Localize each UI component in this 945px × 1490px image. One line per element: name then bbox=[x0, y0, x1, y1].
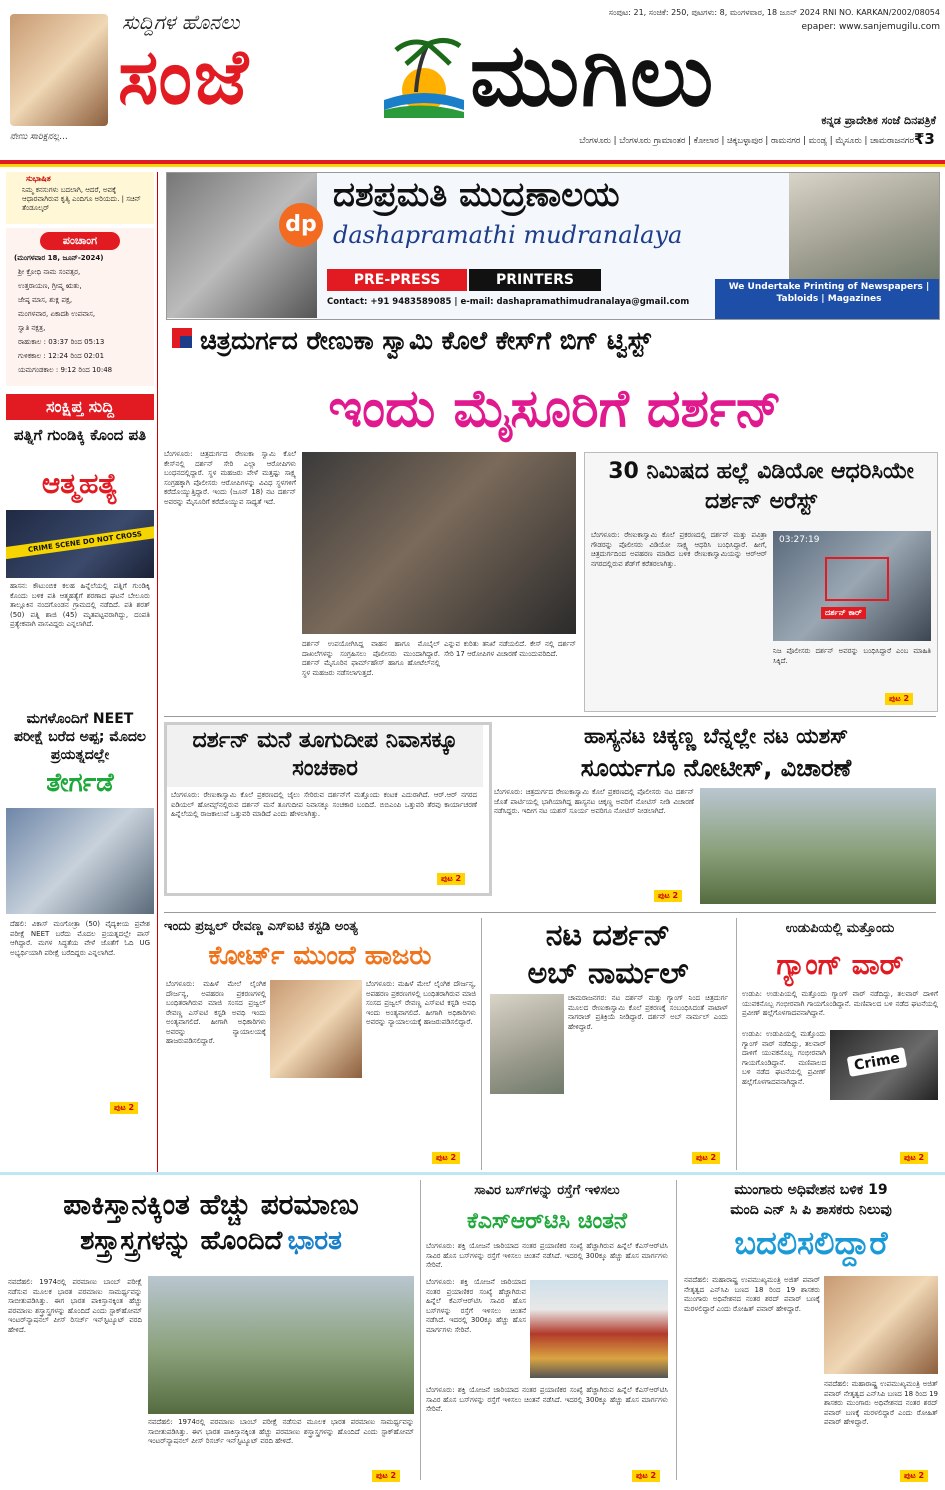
row3-a-headline: ಕೋರ್ಟ್ ಮುಂದೆ ಹಾಜರು bbox=[208, 941, 432, 971]
ad-banner bbox=[166, 172, 940, 320]
row3-b-headline1: ನಟ ದರ್ಶನ್ bbox=[545, 918, 671, 953]
row3-c-body: ಉಡುಪಿ: ಉಡುಪಿಯಲ್ಲಿ ಮತ್ತೊಂದು ಗ್ಯಾಂಗ್ ವಾರ್ ನಡೆದಿದ್ದು, ತಲವಾರ್ ದಾಳಿಗೆ ಯುವಕನೊಬ್ಬ ಗಂಭೀರವಾಗಿ ಗಾಯಗೊಂಡಿದ್ದಾನೆ. ಮಣಿಪಾಲದ ಬಳಿ ನಡೆದ ಘಟನೆಯಲ್ಲಿ ಪ್ರವೀಣ್ ಹಲ್ಲೆಗೊಳಗಾದವನಾಗಿದ್ದಾನೆ. bbox=[742, 1030, 826, 1086]
row4-c-headline2: ಮಂದಿ ಎನ್ ಸಿ ಪಿ ಶಾಸಕರು ನಿಲುವು bbox=[730, 1202, 892, 1218]
row2-right-headline1: ಹಾಸ್ಯನಟ ಚಿಕ್ಕಣ್ಣ ಬೆನ್ನಲ್ಲೇ ನಟ ಯಶಸ್ bbox=[583, 724, 849, 748]
price: ₹3 bbox=[914, 130, 935, 148]
masthead-name-left: ಸಂಜೆ bbox=[118, 32, 251, 121]
row4-divider-2 bbox=[676, 1180, 677, 1480]
row4-c-body-2: ನವದೆಹಲಿ: ಮಹಾರಾಷ್ಟ್ರ ಉಪಮುಖ್ಯಮಂತ್ರಿ ಅಜಿತ್ ಪವಾರ್ ನೇತೃತ್ವದ ಎನ್‌ಸಿಪಿ ಬಣದ 18 ರಿಂದ 19 ಶಾಸಕರು ಮುಂಗಾರು ಅಧಿವೇಶನದ ನಂತರ ಶರದ್ ಪವಾರ್ ಬಣಕ್ಕೆ ಮರಳಲಿದ್ದಾರೆ ಎಂದು ರೋಹಿತ್ ಪವಾರ್ ಹೇಳಿದ್ದಾರೆ. bbox=[824, 1380, 938, 1426]
crime-scene-photo bbox=[6, 510, 154, 578]
lead-side-body: ಬೆಂಗಳೂರು: ರೇಣುಕಾಸ್ವಾಮಿ ಕೊಲೆ ಪ್ರಕರಣದಲ್ಲಿ ದರ್ಶನ್ ಮತ್ತು ಪವಿತ್ರಾ ಗೌಡರನ್ನು ಪೊಲೀಸರು ವಿಡಿಯೋ ಸಾಕ್ಷ್ಯ ಆಧರಿಸಿ ಬಂಧಿಸಿದ್ದಾರೆ. ಹೀಗೆ, ಚಿತ್ರದುರ್ಗದಿಂದ ಅಪಹರಣ ಮಾಡಿದ ಬಳಿಕ ರೇಣುಕಾಸ್ವಾಮಿಯನ್ನು ಆರ್‌ಆರ್ ನಗರದಲ್ಲಿರುವ ಶೆಡ್‌ಗೆ ಕರೆತರಲಾಗಿತ್ತು. bbox=[591, 531, 767, 568]
masthead-name-right: ಮುಗಿಲು bbox=[470, 26, 716, 126]
crime-photo bbox=[830, 1030, 938, 1100]
issue-info: ಸಂಪುಟ: 21, ಸಂಚಿಕೆ: 250, ಪುಟಗಳು: 8, ಮಂಗಳವಾರ, 18 ಜೂನ್ 2024 RNI NO. KARKAN/2002/08054 bbox=[608, 8, 940, 17]
page-ref-tag: ಪುಟ 2 bbox=[437, 873, 465, 885]
epaper-url: epaper: www.sanjemugilu.com bbox=[801, 22, 940, 32]
row4-a-body-2: ನವದೆಹಲಿ: 1974ರಲ್ಲಿ ಪರಮಾಣು ಬಾಂಬ್ ಪರೀಕ್ಷೆ ನಡೆಸುವ ಮೂಲಕ ಭಾರತ ಪರಮಾಣು ಸಾಮರ್ಥ್ಯವನ್ನು ಸಾಬೀತುಪಡಿಸಿತ್ತು. ಈಗ ಭಾರತ ಪಾಕಿಸ್ತಾನಕ್ಕಿಂತ ಹೆಚ್ಚು ಪರಮಾಣು ಶಸ್ತ್ರಾಸ್ತ್ರಗಳನ್ನು ಹೊಂದಿದೆ ಎಂದು ಸ್ಟಾಕ್‌ಹೋಮ್ ಇಂಟರ್‌ನ್ಯಾಷನಲ್ ಪೀಸ್ ರಿಸರ್ಚ್ ಇನ್‌ಸ್ಟಿಟ್ಯೂಟ್ ವರದಿ ಹೇಳಿದೆ. bbox=[148, 1418, 414, 1445]
story1-kicker: ಪತ್ನಿಗೆ ಗುಂಡಿಕ್ಕಿ ಕೊಂದ ಪತಿ bbox=[13, 426, 147, 444]
lead-headline: ಇಂದು ಮೈಸೂರಿಗೆ ದರ್ಶನ್ bbox=[328, 379, 782, 439]
panchanga-line: ಮಂಗಳವಾರ, ಏಕಾದಶಿ ಉಪವಾಸ, bbox=[18, 310, 96, 318]
sidebar-divider bbox=[157, 172, 158, 1172]
ad-contact: Contact: +91 9483589085 | e-mail: dashapramathimudranalaya@gmail.com bbox=[327, 297, 690, 307]
row2-bottom-rule bbox=[164, 912, 936, 913]
panchanga-line: ಗುಳಿಕಕಾಲ : 12:24 ರಿಂದ 02:01 bbox=[18, 352, 105, 360]
row3-b-headline2: ಅಬ್ ನಾರ್ಮಲ್ bbox=[527, 956, 689, 991]
story2-headline: ತೇರ್ಗಡೆ bbox=[46, 768, 114, 798]
rohit-pawar-photo bbox=[824, 1276, 938, 1374]
row3-c-body-top: ಉಡುಪಿ: ಉಡುಪಿಯಲ್ಲಿ ಮತ್ತೊಂದು ಗ್ಯಾಂಗ್ ವಾರ್ ನಡೆದಿದ್ದು, ತಲವಾರ್ ದಾಳಿಗೆ ಯುವಕನೊಬ್ಬ ಗಂಭೀರವಾಗಿ ಗಾಯಗೊಂಡಿದ್ದಾನೆ. ಮಣಿಪಾಲದ ಬಳಿ ನಡೆದ ಘಟನೆಯಲ್ಲಿ ಪ್ರವೀಣ್ ಹಲ್ಲೆಗೊಳಗಾದವನಾಗಿದ್ದಾನೆ. bbox=[742, 990, 938, 1017]
cctv-box bbox=[825, 557, 889, 601]
cctv-label: ದರ್ಶನ್ ಕಾರ್ bbox=[821, 607, 866, 619]
ad-logo: dp bbox=[279, 203, 323, 247]
panchanga-line: ಯಮಗಂಡಕಾಲ : 9:12 ರಿಂದ 10:48 bbox=[18, 366, 113, 374]
cctv-caption: ನಿಜ ಪೊಲೀಸರು ದರ್ಶನ್ ಅವರನ್ನು ಬಂಧಿಸಿದ್ದಾರೆ ಎಂಬ ಮಾಹಿತಿ ಸಿಕ್ಕಿದೆ. bbox=[773, 647, 931, 665]
panchanga-title: ಪಂಚಾಂಗ bbox=[40, 232, 120, 250]
cctv-timestamp: 03:27:19 bbox=[779, 535, 820, 545]
row4-a-headline2-wrap bbox=[6, 1222, 416, 1260]
crime-photo-label: Crime bbox=[847, 1047, 908, 1077]
panchanga-line: ಉತ್ತರಾಯಣ, ಗ್ರೀಷ್ಮ ಋತು, bbox=[18, 282, 82, 290]
row4-a-headline2-accent: ಭಾರತ bbox=[287, 1226, 342, 1256]
masthead-subtitle: ಕನ್ನಡ ಪ್ರಾದೇಶಿಕ ಸಂಜೆ ದಿನಪತ್ರಿಕೆ bbox=[821, 114, 936, 127]
lead-kicker: ಚಿತ್ರದುರ್ಗದ ರೇಣುಕಾ ಸ್ವಾಮಿ ಕೊಲೆ ಕೇಸ್‌ಗೆ ಬಿಗ್ ಟ್ವಿಸ್ಟ್ bbox=[200, 326, 651, 355]
page-ref-tag: ಪುಟ 2 bbox=[110, 1102, 138, 1114]
panchanga-line: ಜೇಷ್ಠ ಮಾಸ, ಶುಕ್ಲ ಪಕ್ಷ, bbox=[18, 296, 73, 304]
story2-kicker: ಮಗಳೊಂದಿಗೆ NEET ಪರೀಕ್ಷೆ ಬರೆದ ಅಪ್ಪ; ಮೊದಲ ಪ್ರಯತ್ನದಲ್ಲೇ bbox=[13, 711, 146, 763]
ad-badge-printers: PRINTERS bbox=[469, 269, 601, 291]
row2-left-headline: ದರ್ಶನ್ ಮನೆ ತೂಗುದೀಪ ನಿವಾಸಕ್ಕೂ ಸಂಚಕಾರ bbox=[192, 728, 458, 781]
row4-a-body: ನವದೆಹಲಿ: 1974ರಲ್ಲಿ ಪರಮಾಣು ಬಾಂಬ್ ಪರೀಕ್ಷೆ ನಡೆಸುವ ಮೂಲಕ ಭಾರತ ಪರಮಾಣು ಸಾಮರ್ಥ್ಯವನ್ನು ಸಾಬೀತುಪಡಿಸಿತ್ತು. ಈಗ ಭಾರತ ಪಾಕಿಸ್ತಾನಕ್ಕಿಂತ ಹೆಚ್ಚು ಪರಮಾಣು ಶಸ್ತ್ರಾಸ್ತ್ರಗಳನ್ನು ಹೊಂದಿದೆ ಎಂದು ಸ್ಟಾಕ್‌ಹೋಮ್ ಇಂಟರ್‌ನ್ಯಾಷನಲ್ ಪೀಸ್ ರಿಸರ್ಚ್ ಇನ್‌ಸ್ಟಿಟ್ಯೂಟ್ ವರದಿ ಹೇಳಿದೆ. bbox=[8, 1278, 142, 1334]
darshan-photo bbox=[302, 452, 576, 634]
row4-b-body: ಬೆಂಗಳೂರು: ಶಕ್ತಿ ಯೋಜನೆ ಜಾರಿಯಾದ ನಂತರ ಪ್ರಯಾಣಿಕರ ಸಂಖ್ಯೆ ಹೆಚ್ಚಾಗಿರುವ ಹಿನ್ನೆಲೆ ಕೆಎಸ್ಆರ್‌ಟಿಸಿ ಸಾವಿರ ಹೊಸ ಬಸ್‌ಗಳನ್ನು ರಸ್ತೆಗೆ ಇಳಿಸಲು ಚಿಂತನೆ ನಡೆಸಿದೆ. ಇದರಲ್ಲಿ 300ಕ್ಕೂ ಹೆಚ್ಚು ಹೊಸ ಮಾರ್ಗಗಳು ಸೇರಿವೆ. bbox=[426, 1242, 668, 1269]
editor-photo bbox=[10, 14, 108, 126]
crime-tape: CRIME SCENE DO NOT CROSS bbox=[6, 524, 154, 560]
page-ref-tag: ಪುಟ 2 bbox=[432, 1152, 460, 1164]
panchanga-line: ಸ್ವಾತಿ ನಕ್ಷತ್ರ, bbox=[18, 324, 46, 332]
row4-b-kicker: ಸಾವಿರ ಬಸ್‌ಗಳನ್ನು ರಸ್ತೆಗೆ ಇಳಿಸಲು bbox=[474, 1183, 620, 1198]
ksrtc-bus-photo bbox=[530, 1280, 668, 1378]
row3-divider-2 bbox=[736, 918, 737, 1170]
brief-title: ಸಂಕ್ಷಿಪ್ತ ಸುದ್ದಿ bbox=[6, 394, 154, 420]
row4-c-body: ನವದೆಹಲಿ: ಮಹಾರಾಷ್ಟ್ರ ಉಪಮುಖ್ಯಮಂತ್ರಿ ಅಜಿತ್ ಪವಾರ್ ನೇತೃತ್ವದ ಎನ್‌ಸಿಪಿ ಬಣದ 18 ರಿಂದ 19 ಶಾಸಕರು ಮುಂಗಾರು ಅಧಿವೇಶನದ ನಂತರ ಶರದ್ ಪವಾರ್ ಬಣಕ್ಕೆ ಮರಳಲಿದ್ದಾರೆ ಎಂದು ರೋಹಿತ್ ಪವಾರ್ ಹೇಳಿದ್ದಾರೆ. bbox=[684, 1276, 820, 1313]
row3-a-kicker: ಇಂದು ಪ್ರಜ್ವಲ್ ರೇವಣ್ಣ ಎಸ್ಐಟಿ ಕಸ್ಟಡಿ ಅಂತ್ಯ bbox=[164, 919, 358, 934]
row3-a-body-right: ಬೆಂಗಳೂರು: ಮಹಿಳೆ ಮೇಲೆ ಲೈಂಗಿಕ ದೌರ್ಜನ್ಯ, ಅಪಹರಣ ಪ್ರಕರಣಗಳಲ್ಲಿ ಬಂಧಿತರಾಗಿರುವ ಮಾಜಿ ಸಂಸದ ಪ್ರಜ್ವಲ್ ರೇವಣ್ಣ ಎಸ್ಐಟಿ ಕಸ್ಟಡಿ ಅವಧಿ ಇಂದು ಅಂತ್ಯವಾಗಲಿದೆ. ಹೀಗಾಗಿ ಅಧಿಕಾರಿಗಳು ಅವರನ್ನು ನ್ಯಾಯಾಲಯಕ್ಕೆ ಹಾಜರುಪಡಿಸಲಿದ್ದಾರೆ. bbox=[366, 980, 476, 1026]
missile-launch-photo bbox=[148, 1276, 414, 1414]
printer-machine-photo bbox=[789, 173, 939, 283]
lead-col3: ಎನ್ನುವ ಕುರಿತು ತನಿಖೆ ನಡೆಯಲಿದೆ. ಕೇಸ್ ನಲ್ಲಿ ದರ್ಶನ್ ಸೇರಿ 17 ಆರೋಪಿಗಳ ವಿಚಾರಣೆ ಮುಂದುವರಿದಿದೆ. bbox=[444, 640, 576, 658]
row4-divider-1 bbox=[420, 1180, 421, 1480]
panchanga-box bbox=[6, 228, 154, 386]
story2-body: ದೆಹಲಿ: ವಿಕಾಸ್ ಮಂಗೋತ್ರಾ (50) ವೈದ್ಯಕೀಯ ಪ್ರವೇಶ ಪರೀಕ್ಷೆ NEET ಬರೆದು ಮೊದಲ ಪ್ರಯತ್ನದಲ್ಲೇ ಪಾಸ್ ಆಗಿದ್ದಾರೆ. ಮಗಳ ಸಿದ್ಧತೆಯ ವೇಳೆ ಜೊತೆಗೆ ಓದಿ UG ಅಭ್ಯರ್ಥಿಯಾಗಿ ಪರೀಕ್ಷೆ ಬರೆದಿದ್ದರು ಎನ್ನಲಾಗಿದೆ. bbox=[10, 920, 150, 957]
story1-headline: ಆತ್ಮಹತ್ಯೆ bbox=[41, 467, 119, 500]
masthead-rule-yellow bbox=[0, 164, 945, 167]
prajwal-photo bbox=[270, 980, 362, 1078]
lead-kicker-square-blue bbox=[180, 336, 192, 348]
page-ref-tag: ಪುಟ 2 bbox=[654, 890, 682, 902]
row2-right-headline2: ಸೂರ್ಯಗೂ ನೋಟೀಸ್, ವಿಚಾರಣೆ bbox=[580, 754, 852, 782]
row4-b-body-col: ಬೆಂಗಳೂರು: ಶಕ್ತಿ ಯೋಜನೆ ಜಾರಿಯಾದ ನಂತರ ಪ್ರಯಾಣಿಕರ ಸಂಖ್ಯೆ ಹೆಚ್ಚಾಗಿರುವ ಹಿನ್ನೆಲೆ ಕೆಎಸ್ಆರ್‌ಟಿಸಿ ಸಾವಿರ ಹೊಸ ಬಸ್‌ಗಳನ್ನು ರಸ್ತೆಗೆ ಇಳಿಸಲು ಚಿಂತನೆ ನಡೆಸಿದೆ. ಇದರಲ್ಲಿ 300ಕ್ಕೂ ಹೆಚ್ಚು ಹೊಸ ಮಾರ್ಗಗಳು ಸೇರಿವೆ. bbox=[426, 1278, 526, 1334]
panchanga-date: (ಮಂಗಳವಾರ 18, ಜೂನ್-2024) bbox=[14, 254, 104, 262]
row4-c-headline1: ಮುಂಗಾರು ಅಧಿವೇಶನ ಬಳಿಕ 19 bbox=[734, 1182, 888, 1198]
cctv-image bbox=[773, 531, 931, 641]
lead-bottom-rule bbox=[164, 716, 936, 717]
ad-title-kannada: ದಶಪ್ರಮತಿ ಮುದ್ರಣಾಲಯ bbox=[333, 175, 620, 215]
row2-right-body: ಬೆಂಗಳೂರು: ಚಿತ್ರದುರ್ಗದ ರೇಣುಕಾಸ್ವಾಮಿ ಕೊಲೆ ಪ್ರಕರಣದಲ್ಲಿ ಪೊಲೀಸರು ನಟ ದರ್ಶನ್ ಜೊತೆ ಪಾರ್ಟಿಯಲ್ಲಿ ಭಾಗಿಯಾಗಿದ್ದ ಹಾಸ್ಯನಟ ಚಿಕ್ಕಣ್ಣ ಅವರಿಗೆ ನೋಟಿಸ್ ನೀಡಿ ವಿಚಾರಣೆ ನಡೆಸಿದ್ದರು. ಇದೀಗ ನಟ ಯಶಸ್ ಸೂರ್ಯ ಅವರಿಗೂ ನೋಟಿಸ್ ನೀಡಲಾಗಿದೆ. bbox=[494, 788, 694, 815]
row3-b-body: ಚಾಮರಾಜನಗರ: ನಟ ದರ್ಶನ್ ಮತ್ತು ಗ್ಯಾಂಗ್ ನಿಂದ ಚಿತ್ರದುರ್ಗ ಮೂಲದ ರೇಣುಕಾಸ್ವಾಮಿ ಕೊಲೆ ಪ್ರಕರಣಕ್ಕೆ ಸಂಬಂಧಿಸಿದಂತೆ ವಾಟಾಳ್ ನಾಗರಾಜ್ ಪ್ರತಿಕ್ರಿಯೆ ನೀಡಿದ್ದಾರೆ. ದರ್ಶನ್ ಅಬ್ ನಾರ್ಮಲ್ ಎಂದು ಹೇಳಿದ್ದಾರೆ. bbox=[568, 994, 728, 1031]
row2-left-body: ಬೆಂಗಳೂರು: ರೇಣುಕಾಸ್ವಾಮಿ ಕೊಲೆ ಪ್ರಕರಣದಲ್ಲಿ ಜೈಲು ಸೇರಿರುವ ದರ್ಶನ್‌ಗೆ ಮತ್ತೊಂದು ಕಂಟಕ ಎದುರಾಗಿದೆ. ಆರ್.ಆರ್ ನಗರದ ಐಡಿಯಲ್ ಹೋಮ್ಸ್‌ನಲ್ಲಿರುವ ದರ್ಶನ್ ಮನೆ ತೂಗುದೀಪ ನಿವಾಸಕ್ಕೂ ಸಂಚಕಾರ ಬಂದಿದೆ. ಬಿಬಿಎಂಪಿ ಒತ್ತುವರಿ ತೆರವು ಕಾರ್ಯಾಚರಣೆ ಹಿನ್ನೆಲೆಯಲ್ಲಿ ರಾಜಕಾಲುವೆ ಒತ್ತುವರಿ ಮಾಡಿದೆ ಎಂದು ಹೇಳಲಾಗಿತ್ತು. bbox=[171, 791, 477, 818]
row4-top-rule bbox=[0, 1172, 945, 1175]
ad-promo: We Undertake Printing of Newspapers | Tabloids | Magazines bbox=[715, 279, 940, 319]
sidebar bbox=[6, 172, 154, 1468]
row4-c-headline3: ಬದಲಿಸಲಿದ್ದಾರೆ bbox=[734, 1224, 888, 1262]
page-ref-tag: ಪುಟ 2 bbox=[900, 1470, 928, 1482]
lead-col2: ದರ್ಶನ್ ಉಪಯೋಗಿಸಿದ್ದ ವಾಹನ ಹಾಗೂ ಮೊಬೈಲ್ ದಾಖಲೆಗಳನ್ನು ಸಂಗ್ರಹಿಸಲು ಪೊಲೀಸರು ಮುಂದಾಗಿದ್ದಾರೆ. ದರ್ಶನ್ ಮೈಸೂರಿನ ಫಾರ್ಮ್‌ಹೌಸ್ ಹಾಗೂ ಹೋಟೆಲ್‌ನಲ್ಲಿ ಸ್ಥಳ ಮಹಜರು ನಡೆಸಲಾಗುತ್ತದೆ. bbox=[302, 640, 440, 677]
row3-a-body-left: ಬೆಂಗಳೂರು: ಮಹಿಳೆ ಮೇಲೆ ಲೈಂಗಿಕ ದೌರ್ಜನ್ಯ, ಅಪಹರಣ ಪ್ರಕರಣಗಳಲ್ಲಿ ಬಂಧಿತರಾಗಿರುವ ಮಾಜಿ ಸಂಸದ ಪ್ರಜ್ವಲ್ ರೇವಣ್ಣ ಎಸ್ಐಟಿ ಕಸ್ಟಡಿ ಅವಧಿ ಇಂದು ಅಂತ್ಯವಾಗಲಿದೆ. ಹೀಗಾಗಿ ಅಧಿಕಾರಿಗಳು ಅವರನ್ನು ನ್ಯಾಯಾಲಯಕ್ಕೆ ಹಾಜರುಪಡಿಸಲಿದ್ದಾರೆ. bbox=[166, 980, 266, 1045]
lead-side-box bbox=[584, 452, 938, 712]
lead-col1: ಬೆಂಗಳೂರು: ಚಿತ್ರದುರ್ಗದ ರೇಣುಕಾ ಸ್ವಾಮಿ ಕೊಲೆ ಕೇಸ್‌ನಲ್ಲಿ ದರ್ಶನ್ ಸೇರಿ ಎಲ್ಲಾ ಆರೋಪಿಗಳು ಬಂಧನದಲ್ಲಿದ್ದಾರೆ. ಸ್ಥಳ ಮಹಜರು ವೇಳೆ ಮತ್ತಷ್ಟು ಸಾಕ್ಷ್ಯ ಸಂಗ್ರಹಕ್ಕಾಗಿ ಪೊಲೀಸರು ಆರೋಪಿಗಳನ್ನು ವಿವಿಧ ಸ್ಥಳಗಳಿಗೆ ಕರೆದೊಯ್ಯುತ್ತಿದ್ದಾರೆ. ಇಂದು (ಜೂನ್ 18) ನಟ ದರ್ಶನ್ ಅವರನ್ನು ಮೈಸೂರಿಗೆ ಕರೆದೊಯ್ಯುವ ಸಾಧ್ಯತೆ ಇದೆ. bbox=[164, 450, 296, 506]
father-daughter-photo bbox=[6, 808, 154, 914]
row4-b-headline: ಕೆಎಸ್ಆರ್‌ಟಿಸಿ ಚಿಂತನೆ bbox=[466, 1209, 627, 1234]
regions-bar: ಬೆಂಗಳೂರು | ಬೆಂಗಳೂರು ಗ್ರಾಮಾಂತರ | ಕೋಲಾರ | ಚಿಕ್ಕಬಳ್ಳಾಪುರ | ರಾಮನಗರ | ಮಂಡ್ಯ | ಮೈಸೂರು | ಚಾಮರಾಜನಗರ bbox=[579, 136, 914, 146]
panchanga-line: ರಾಹುಕಾಲ : 03:37 ರಿಂದ 05:13 bbox=[18, 338, 105, 346]
ad-title-english: dashapramathi mudranalaya bbox=[333, 221, 683, 249]
row2-left-box bbox=[164, 722, 492, 896]
row4-a-headline1: ಪಾಕಿಸ್ತಾನಕ್ಕಿಂತ ಹೆಚ್ಚು ಪರಮಾಣು bbox=[63, 1188, 359, 1221]
row3-c-kicker: ಉಡುಪಿಯಲ್ಲಿ ಮತ್ತೊಂದು bbox=[785, 921, 895, 936]
vatal-nagaraj-photo bbox=[490, 994, 564, 1094]
lead-side-headline: 30 ನಿಮಿಷದ ಹಲ್ಲೆ ವಿಡಿಯೋ ಆಧರಿಸಿಯೇ ದರ್ಶನ್ ಅರೆಸ್ಟ್ bbox=[608, 459, 914, 514]
page-ref-tag: ಪುಟ 2 bbox=[900, 1152, 928, 1164]
panchanga-line: ಶ್ರೀ ಕ್ರೋಧಿ ನಾಮ ಸಂವತ್ಸರ, bbox=[18, 268, 81, 276]
palm-sunset-logo bbox=[376, 30, 468, 122]
row3-c-headline: ಗ್ಯಾಂಗ್ ವಾರ್ bbox=[776, 948, 904, 981]
quote-title: ಸುಭಾಷಿತ bbox=[26, 174, 51, 183]
story1-body: ಹಾಸನ: ಕೌಟುಂಬಿಕ ಕಲಹ ಹಿನ್ನೆಲೆಯಲ್ಲಿ ಪತ್ನಿಗೆ ಗುಂಡಿಕ್ಕಿ ಕೊಂದು ಬಳಿಕ ಪತಿ ಆತ್ಮಹತ್ಯೆಗೆ ಶರಣಾದ ಘಟನೆ ಬೇಲೂರು ತಾಲ್ಲೂಕಿನ ನಂದಗೊಂಡನ ಗ್ರಾಮದಲ್ಲಿ ನಡೆದಿದೆ. ಪತಿ ಶರತ್ (50) ಪತ್ನಿ ಶಾಜಿ (45) ಮೃತಪಟ್ಟವರಾಗಿದ್ದು, ದಂಪತಿ ಪ್ರತ್ಯೇಕವಾಗಿ ವಾಸವಿದ್ದರು ಎನ್ನಲಾಗಿದೆ. bbox=[10, 582, 150, 628]
yashas-surya-photo bbox=[700, 788, 936, 904]
row3-divider-1 bbox=[481, 918, 482, 1170]
page-ref-tag: ಪುಟ 2 bbox=[632, 1470, 660, 1482]
page-ref-tag: ಪುಟ 2 bbox=[372, 1470, 400, 1482]
page-ref-tag: ಪುಟ 2 bbox=[885, 693, 913, 705]
row4-b-body-bottom: ಬೆಂಗಳೂರು: ಶಕ್ತಿ ಯೋಜನೆ ಜಾರಿಯಾದ ನಂತರ ಪ್ರಯಾಣಿಕರ ಸಂಖ್ಯೆ ಹೆಚ್ಚಾಗಿರುವ ಹಿನ್ನೆಲೆ ಕೆಎಸ್ಆರ್‌ಟಿಸಿ ಸಾವಿರ ಹೊಸ ಬಸ್‌ಗಳನ್ನು ರಸ್ತೆಗೆ ಇಳಿಸಲು ಚಿಂತನೆ ನಡೆಸಿದೆ. ಇದರಲ್ಲಿ 300ಕ್ಕೂ ಹೆಚ್ಚು ಹೊಸ ಮಾರ್ಗಗಳು ಸೇರಿವೆ. bbox=[426, 1386, 668, 1413]
quote-text: ನಿಮ್ಮ ಕನಸುಗಳು ಬದಲಾಗಿ, ಆದರೆ, ಅವಕ್ಕೆ ಆಧಾರವಾಗಿರುವ ಕೃತ್ಯಿ ಎಂದಿಗೂ ಅರಿಯದು. | ಸಚಿನ್ ತೆಂಡೂಲ್ಕರ್ bbox=[22, 186, 141, 212]
quote-box bbox=[6, 172, 154, 224]
ad-badge-prepress: PRE-PRESS bbox=[327, 269, 467, 291]
page-ref-tag: ಪುಟ 2 bbox=[692, 1152, 720, 1164]
publisher-sign: ನೇಣು ಸಾರಿಕ್ಷನಲ್ಲ... bbox=[10, 132, 69, 142]
row4-a-headline2: ಶಸ್ತ್ರಾಸ್ತ್ರಗಳನ್ನು ಹೊಂದಿದೆ bbox=[80, 1226, 283, 1256]
masthead-tagline: ಸುದ್ದಿಗಳ ಹೊನಲು bbox=[122, 10, 240, 34]
